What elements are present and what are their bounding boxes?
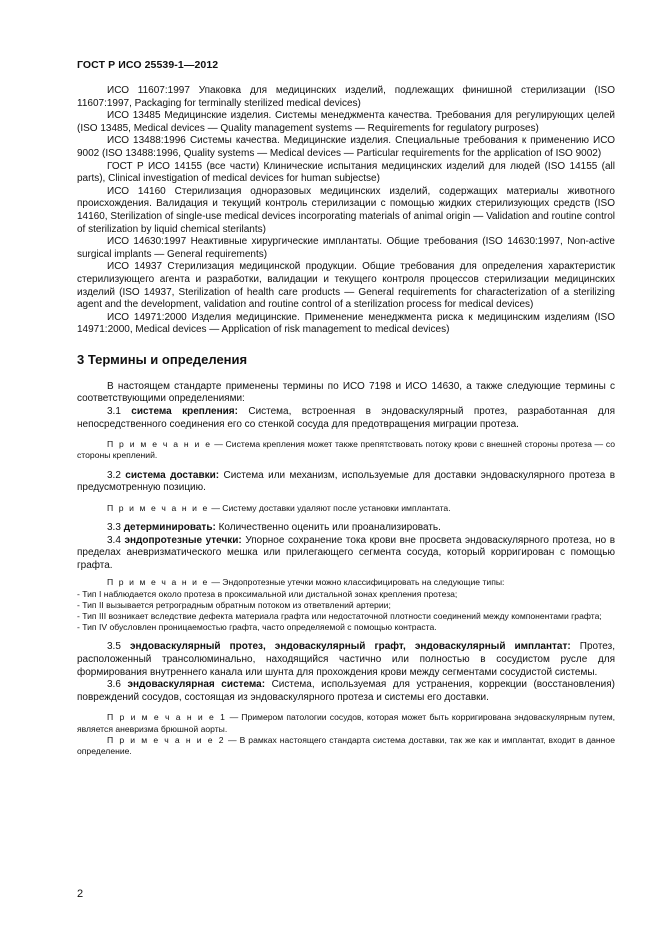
term-number: 3.6 <box>107 679 121 691</box>
note-text: — Примером патологии сосудов, которая может быть корригирована эндоваскулярным путем, является аневризма брюшной аорты. <box>77 712 615 734</box>
term-number: 3.1 <box>107 406 121 418</box>
reference-item: ИСО 11607:1997 Упаковка для медицинских изделий, подлежащих финишной стерилизации (ISO 11607:1997, Packaging for terminally sterilized medical devices) <box>77 85 615 109</box>
term-name: детерминировать: <box>123 522 216 534</box>
term-3-3 <box>77 522 615 535</box>
term-3-4 <box>77 535 615 573</box>
term-3-1 <box>77 406 615 431</box>
note-text: — Эндопротезные утечки можно классифицировать на следующие типы: <box>211 577 505 588</box>
note-text: — В рамках настоящего стандарта система доставки, так же как и имплантат, входит в данное определение. <box>77 734 615 757</box>
leak-type-item: - Тип III возникает вследствие дефекта материала графта или недостаточной плотности соединений между компонентами графта; <box>77 611 602 622</box>
note-3-6-2 <box>77 735 615 757</box>
leak-type-item: - Тип II вызывается ретроградным обратным потоком из ответвлений артерии; <box>77 599 391 610</box>
note-label: П р и м е ч а н и е <box>107 439 212 450</box>
term-definition: Упорное сохранение тока крови вне просвета эндоваскулярного протеза, но в пределах аневризматического мешка или прилегающего сегмента сосуда, который корригирован с помощью графта. <box>77 534 616 571</box>
note-3-6-1 <box>77 712 615 734</box>
note-label: П р и м е ч а н и е <box>107 502 209 513</box>
note-3-2 <box>77 503 615 514</box>
page-number: 2 <box>77 888 84 900</box>
term-number: 3.4 <box>107 534 121 546</box>
term-number: 3.3 <box>107 522 121 534</box>
leak-type-item: - Тип IV обусловлен проницаемостью графта, часто определяемой с помощью контраста. <box>77 622 437 633</box>
note-label: П р и м е ч а н и е 1 <box>107 712 227 723</box>
term-name: система крепления: <box>131 406 238 418</box>
term-name: система доставки: <box>125 469 220 481</box>
document-header: ГОСТ Р ИСО 25539-1—2012 <box>77 59 219 71</box>
reference-item: ИСО 14160 Стерилизация одноразовых медицинских изделий, содержащих материалы животного происхождения. Валидация и текущий контроль стерилизации с помощью жидких стерилизующих средств (ISO 14160, Sterilization of single-use medical devices incorporating materials of animal origin — Validation and routine control of sterilization by liquid chemical sterilants) <box>77 185 615 235</box>
term-definition: Система, встроенная в эндоваскулярный протез, разработанная для непосредственного соединения его со стенкой сосуда для предотвращения миграции протеза. <box>77 406 616 430</box>
term-name: эндоваскулярный протез, эндоваскулярный графт, эндоваскулярный имплантат: <box>129 641 571 653</box>
note-label: П р и м е ч а н и е <box>107 577 209 588</box>
reference-item: ИСО 14937 Стерилизация медицинской продукции. Общие требования для определения характеристик стерилизующего агента и разработки, валидации и текущего контроля процессов стерилизации медицинских изделий (ISO 14937, Sterilization of health care products — General requirements for characterization of a sterilizing agent and the development, validation and routine control of a sterilization process for medical devices) <box>77 261 615 311</box>
leak-type-item: - Тип I наблюдается около протеза в проксимальной или дистальной зонах крепления протеза; <box>77 588 458 599</box>
term-definition: Количественно оценить или проанализировать. <box>218 522 441 534</box>
term-3-5 <box>77 641 615 679</box>
reference-item: ИСО 14630:1997 Неактивные хирургические имплантаты. Общие требования (ISO 14630:1997, Non-active surgical implants — General requirements) <box>77 236 615 260</box>
note-text: — Система крепления может также препятствовать потоку крови с внешней стороны протеза — со стороны креплений. <box>77 439 615 461</box>
document-body <box>77 85 615 757</box>
term-name: эндоваскулярная система: <box>127 679 266 691</box>
term-name: эндопротезные утечки: <box>124 534 242 546</box>
reference-item: ИСО 14971:2000 Изделия медицинские. Применение менеджмента риска к медицинским изделиям (ISO 14971:2000, Medical devices — Application of risk management to medical devices) <box>77 311 615 336</box>
reference-item: ИСО 13488:1996 Системы качества. Медицинские изделия. Специальные требования к применению ИСО 9002 (ISO 13488:1996, Quality systems — Medical devices — Particular requirements for the application of ISO 9002) <box>77 135 615 159</box>
section-heading: 3 Термины и определения <box>77 351 248 367</box>
note-3-1 <box>77 439 615 461</box>
term-number: 3.5 <box>107 641 121 653</box>
term-3-2 <box>77 470 615 495</box>
term-definition: Система, используемая для устранения, коррекции (восстановления) повреждений сосудов, состоящая из эндоваскулярного протеза и системы его доставки. <box>77 679 616 703</box>
term-number: 3.2 <box>107 469 121 481</box>
note-3-4 <box>77 577 615 588</box>
term-definition: Система или механизм, используемые для доставки эндоваскулярного протеза в предусмотренную позицию. <box>77 469 616 494</box>
reference-item: ГОСТ Р ИСО 14155 (все части) Клинические испытания медицинских изделий для людей (ISO 14155 (all parts), Clinical investigation of medical devices for human subjectse) <box>77 160 615 185</box>
note-text: — Систему доставки удаляют после установки имплантата. <box>211 502 451 513</box>
term-3-6 <box>77 679 615 704</box>
term-definition: Протез, расположенный трансолюминально, находящийся частично или полностью в сосудистом русле для формирования внутреннего канала или шунта для прохождения крови между сегментами сосудистой системы. <box>77 641 616 678</box>
section-intro: В настоящем стандарте применены термины по ИСО 7198 и ИСО 14630, а также следующие термины с соответствующими определениями: <box>77 380 615 405</box>
note-label: П р и м е ч а н и е 2 <box>107 734 226 745</box>
reference-item: ИСО 13485 Медицинские изделия. Системы менеджмента качества. Требования для регулирующих целей (ISO 13485, Medical devices — Quality management systems — Requirements for regulatory purposes) <box>77 110 615 134</box>
